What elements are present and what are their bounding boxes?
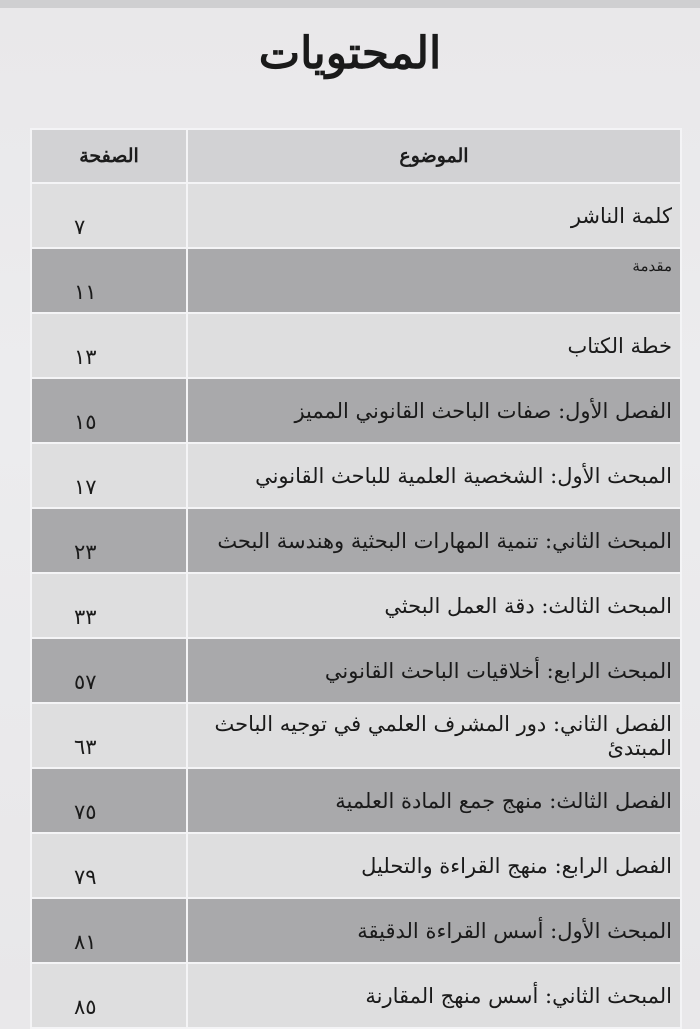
row-page: ٧	[31, 183, 187, 248]
row-page: ٨١	[31, 898, 187, 963]
table-row	[31, 378, 681, 443]
page-title: المحتويات	[258, 28, 442, 79]
row-topic: المبحث الأول: أسس القراءة الدقيقة	[187, 898, 681, 963]
header-topic: الموضوع	[187, 129, 681, 183]
row-topic: خطة الكتاب	[187, 313, 681, 378]
row-page: ٣٣	[31, 573, 187, 638]
row-topic: المبحث الرابع: أخلاقيات الباحث القانوني	[187, 638, 681, 703]
row-topic: كلمة الناشر	[187, 183, 681, 248]
table-row	[31, 833, 681, 898]
row-topic: المبحث الثاني: تنمية المهارات البحثية وهندسة البحث	[187, 508, 681, 573]
table-row	[31, 248, 681, 313]
row-topic: المبحث الثالث: دقة العمل البحثي	[187, 573, 681, 638]
row-topic: المبحث الأول: الشخصية العلمية للباحث القانوني	[187, 443, 681, 508]
table-row	[31, 638, 681, 703]
row-topic: الفصل الأول: صفات الباحث القانوني المميز	[187, 378, 681, 443]
row-page: ١٣	[31, 313, 187, 378]
table-row	[31, 898, 681, 963]
table-row	[31, 508, 681, 573]
row-page: ٦٣	[31, 703, 187, 768]
table-row	[31, 183, 681, 248]
row-page: ٧٩	[31, 833, 187, 898]
row-page: ٨٥	[31, 963, 187, 1028]
table-row	[31, 768, 681, 833]
header-page: الصفحة	[31, 129, 187, 183]
row-page: ٢٣	[31, 508, 187, 573]
row-page: ١٧	[31, 443, 187, 508]
row-topic: الفصل الثاني: دور المشرف العلمي في توجيه الباحث المبتدئ	[187, 703, 681, 768]
row-topic: مقدمة	[187, 248, 681, 313]
table-row	[31, 313, 681, 378]
row-topic: الفصل الثالث: منهج جمع المادة العلمية	[187, 768, 681, 833]
table-row	[31, 443, 681, 508]
table-row	[31, 963, 681, 1028]
table-header-row	[31, 129, 681, 183]
row-page: ١٥	[31, 378, 187, 443]
row-page: ١١	[31, 248, 187, 313]
contents-table	[30, 128, 682, 1029]
page-top-edge	[0, 0, 700, 8]
row-page: ٧٥	[31, 768, 187, 833]
row-page: ٥٧	[31, 638, 187, 703]
row-topic: الفصل الرابع: منهج القراءة والتحليل	[187, 833, 681, 898]
table-row	[31, 573, 681, 638]
row-topic: المبحث الثاني: أسس منهج المقارنة	[187, 963, 681, 1028]
table-row	[31, 703, 681, 768]
